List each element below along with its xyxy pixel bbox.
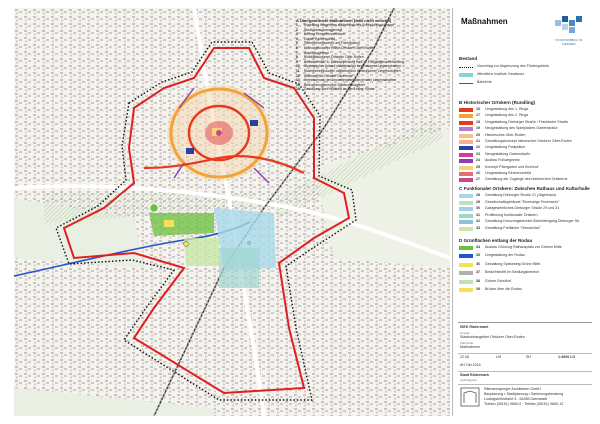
- owner-name: Stadt Rödermark: [460, 373, 489, 377]
- legend-label: Gestaltung Freifläche "Glessbrück": [485, 226, 541, 230]
- legend-label: Gestaltungskonzept historischer Ortskern Ober-Roden: [485, 139, 572, 143]
- legend-label: Brücke über die Rodau: [485, 287, 522, 291]
- legend-item[interactable]: [459, 287, 591, 293]
- drawn-value: UH: [496, 355, 502, 359]
- overview-item-number: 7: [296, 50, 298, 55]
- overview-item-number: 3: [296, 32, 298, 37]
- overview-item-label: Mobilitätskonzept Ortskern Ober-Roden: [304, 55, 364, 60]
- legend-item[interactable]: [459, 219, 591, 225]
- overview-item-label: Beleuchtungskonzept Stadtumbaugebiet: [304, 82, 365, 87]
- client-name: ISEK Rödermark: [460, 325, 489, 329]
- overview-item-number: 8: [296, 55, 298, 60]
- legend-number: 28: [476, 193, 480, 197]
- legend-label: Ausbau Grünzug Rathausplatz zur Grünen Mitte: [485, 245, 562, 249]
- legend-swatch: [459, 178, 473, 182]
- legend-swatch: [459, 201, 473, 205]
- stadtumbau-logo: [549, 12, 589, 46]
- legend-label: Gestaltung Kreuzungsbereich Bahnübergang Dieburger Str.: [485, 219, 581, 224]
- legend-number: 18: [476, 119, 480, 124]
- section-b-heading: B Historischer Ortskern (Rundling): [459, 100, 536, 105]
- overview-item-number: 14: [296, 82, 300, 87]
- legend-item[interactable]: [459, 133, 591, 139]
- legend-label: Gastgewerbliches Dieburger Straße 29 und 31: [485, 206, 560, 211]
- tb-divider-3: [458, 384, 592, 385]
- legend-swatch: [459, 172, 473, 176]
- version-value: AH Okt 2018: [460, 363, 481, 367]
- legend-swatch: [459, 134, 473, 138]
- overview-item-number: 10: [296, 64, 300, 69]
- legend-swatch: [459, 73, 473, 77]
- legend-swatch: [459, 67, 473, 68]
- overview-item-label: Machbarkeitsstudien städtebaulich bedeutsamer Liegenschaften: [304, 68, 401, 73]
- plan-label: Planinhalt: [460, 341, 474, 345]
- legend-swatch: [459, 220, 473, 224]
- legend-label: Gesellschaftsgebäude "Ehemalige Feuerwehr": [485, 199, 560, 204]
- overview-item-number: 11: [296, 68, 300, 73]
- legend-label: Umgestaltung des 2. Rings: [485, 113, 529, 118]
- legend-swatch: [459, 140, 473, 144]
- legend-item[interactable]: [459, 279, 591, 285]
- legend-item[interactable]: [459, 120, 591, 126]
- legend-swatch: [459, 159, 473, 163]
- legend-item[interactable]: [459, 152, 591, 158]
- legend-item[interactable]: [459, 193, 591, 199]
- marker-27[interactable]: [216, 130, 222, 136]
- legend-number: 21: [476, 139, 480, 143]
- overview-item-number: 6: [296, 45, 298, 50]
- legend-number: 35: [476, 253, 480, 258]
- legend-number: 29: [476, 199, 480, 204]
- marker-32[interactable]: [246, 240, 252, 246]
- owner-label: Auftraggeber: [460, 378, 478, 382]
- legend-item[interactable]: [459, 113, 591, 119]
- legend-number: 24: [476, 158, 480, 163]
- legend-label: Grüner Schulhof: [485, 278, 512, 283]
- legend-label: Historisches Ober-Roden: [485, 132, 526, 137]
- legend-label: Umgestaltung Dieburger Straße / Frankfurter Straße: [485, 119, 569, 124]
- section-c-heading: C Funktionaler Ortskern: Zwischen Rathaus und Kulturhalle: [459, 186, 590, 191]
- overview-item-number: 13: [296, 78, 300, 83]
- legend-label: Umgestaltung des 1. Rings: [485, 107, 529, 111]
- parking-22b[interactable]: [250, 120, 258, 126]
- legend-swatch: [459, 108, 473, 112]
- legend-item[interactable]: [459, 245, 591, 251]
- legend-item[interactable]: [459, 200, 591, 206]
- overview-item-label: Erstellung integriertes städtebauliches Entwicklungskonzept: [304, 23, 394, 27]
- office-line-3: Ludwigshöhstraße 5 - 64285 Darmstadt: [484, 397, 548, 401]
- legend-label: Umgestaltung der Rodau: [485, 253, 525, 258]
- logo-text: STADTUMBAU IN HESSEN: [555, 38, 583, 46]
- legend-label: Vorschlag zur Abgrenzung des Fördergebiets: [477, 64, 549, 68]
- legend-number: 22: [476, 145, 480, 150]
- overview-item-label: Stadtumbaumanagement: [304, 27, 343, 32]
- legend-label: Neugestaltung des Spielplatzes Gartenstraße: [485, 126, 558, 131]
- overview-item-number: 9: [296, 59, 298, 64]
- legend-swatch: [459, 166, 473, 170]
- legend-swatch: [459, 280, 473, 284]
- legend-number: 31: [476, 212, 480, 217]
- overview-item-label: Bedarfsermittl. u. Standortprüfung Rad- u. Fußgängerunterführung: [304, 59, 404, 64]
- legend-swatch: [459, 121, 473, 125]
- legend-label: Neugestaltung Gartenstraße: [485, 151, 531, 156]
- date-value: 22.08: [460, 355, 469, 359]
- overview-item-label: Anreizprogramm: [304, 50, 330, 55]
- office-name: Rittmannsperger Architekten GmbH: [484, 387, 541, 391]
- overview-item-number: 5: [296, 41, 298, 46]
- legend-number: 23: [476, 151, 480, 156]
- legend-swatch: [459, 114, 473, 118]
- project-name: Stadtumbaugebiet Ortskern Ober-Roden: [460, 335, 525, 339]
- scale-value: 1:3000 LG: [558, 355, 576, 359]
- overview-heading: A Übergeordnete Maßnahmen (falls nicht verortet): [296, 18, 392, 23]
- cube-logo-icon: [549, 12, 589, 38]
- legend-label: Umgestaltung Kirchenumfeld: [485, 171, 532, 175]
- legend-label: Bahnlinie: [477, 80, 492, 84]
- overview-item-number: 15: [296, 87, 300, 92]
- green-center-area[interactable]: [149, 213, 214, 236]
- legend-item[interactable]: [459, 64, 591, 70]
- overview-item-number: 2: [296, 27, 298, 32]
- legend-label: Konzept Pfarrgarten und Kirchhof: [485, 164, 539, 169]
- legend-number: 33: [476, 226, 480, 230]
- site-map[interactable]: [14, 8, 450, 416]
- parking-22a[interactable]: [186, 148, 194, 154]
- legend-swatch: [459, 271, 473, 275]
- marker-39-bridge[interactable]: [184, 242, 189, 247]
- overview-item-label: Lokale Partnerschaft: [304, 36, 336, 41]
- legend-label: Profilierung funktionaler Ortskern: [485, 212, 538, 217]
- legend-item[interactable]: [459, 171, 591, 177]
- legend-swatch: [459, 288, 473, 292]
- legend-item[interactable]: [459, 262, 591, 268]
- overview-measures-list: [296, 18, 450, 92]
- legend-label: Bedürfnisstift im Siedlungsbereich: [485, 270, 540, 275]
- legend-label: Ausbau Fußwegenetz: [485, 158, 520, 163]
- office-line-4: Telefon (06151) 9660-0 · Telefax (06151) 9660-12: [484, 402, 564, 406]
- bestand-heading: Bestand: [459, 56, 478, 61]
- overview-item-number: 12: [296, 73, 300, 78]
- overview-item-label: Öffentlichkeitsarbeit und Partizipation: [304, 41, 360, 46]
- legend-number: 30: [476, 206, 480, 211]
- legend-swatch: [459, 127, 473, 131]
- legend-label: Gestaltung Dieburger Straße 21 (Jägerhaus): [485, 193, 557, 197]
- legend-swatch: [459, 227, 473, 231]
- office-logo-icon: [460, 387, 480, 407]
- legend-swatch: [459, 214, 473, 218]
- office-line-2: Bauplanung • Stadtplanung • Sanierungsberatung: [484, 392, 564, 396]
- legend-swatch: [459, 263, 473, 267]
- legend-number: 17: [476, 113, 480, 118]
- legend-item[interactable]: [459, 139, 591, 145]
- legend-number: 39: [476, 287, 480, 291]
- section-d-heading: D Grünflächen entlang der Rodau: [459, 238, 533, 243]
- tb-divider-2: [458, 371, 592, 372]
- legend-item[interactable]: [459, 253, 591, 259]
- legend-item[interactable]: [459, 270, 591, 276]
- measure-33-area[interactable]: [184, 238, 219, 266]
- legend-item[interactable]: [459, 145, 591, 151]
- title-block: [458, 322, 592, 415]
- legend-title: Maßnahmen: [461, 17, 508, 26]
- legend-label: Gestaltung der Zugänge des historischen Ortskerns: [485, 177, 568, 182]
- playground-36[interactable]: [164, 220, 174, 227]
- legend-item[interactable]: [459, 158, 591, 164]
- legend-swatch: [459, 207, 473, 211]
- tb-divider-1: [458, 353, 592, 354]
- overview-item-label: Stärkung der Lokalen Ökonomie: [304, 73, 353, 78]
- legend-number: 16: [476, 107, 480, 111]
- overview-item-label: Strategischer Ankauf städtebaulich bedeutsamer Liegenschaften: [304, 64, 401, 69]
- marker-34[interactable]: [150, 204, 158, 212]
- legend-item[interactable]: [459, 107, 591, 113]
- overview-item-label: Gestaltung der Freifläche an der Evang. Kirche: [304, 87, 375, 92]
- legend-swatch: [459, 254, 473, 258]
- overview-item-label: Beitrag Kompetenzzentrum: [304, 32, 346, 37]
- overview-item-number: 4: [296, 36, 298, 41]
- legend-item[interactable]: [459, 226, 591, 232]
- plan-content: Maßnahmen: [460, 345, 481, 349]
- legend-label: öffentliche Institute Gewässer: [477, 72, 525, 76]
- measure-31-area[interactable]: [219, 248, 259, 288]
- legend-number: 25: [476, 164, 480, 169]
- legend-label: Gestaltung Spielzweig Grüne Mitte: [485, 261, 541, 266]
- legend-swatch: [459, 246, 473, 250]
- legend-number: 36: [476, 261, 480, 266]
- legend-item[interactable]: [459, 206, 591, 212]
- legend-swatch: [459, 146, 473, 150]
- legend-item[interactable]: [459, 80, 591, 86]
- legend-number: 27: [476, 177, 480, 182]
- legend-swatch: [459, 153, 473, 157]
- legend-item[interactable]: [459, 177, 591, 183]
- legend-number: 38: [476, 278, 480, 283]
- project-label: Projekt: [460, 331, 470, 335]
- legend-label: Umgestaltung Parkplätze: [485, 145, 526, 150]
- overview-item-label: Verbesserung der Umweltergebnisse privater Liegenschaften: [304, 78, 396, 83]
- legend-swatch: [459, 83, 473, 84]
- legend-number: 26: [476, 171, 480, 175]
- legend-swatch: [459, 194, 473, 198]
- legend-item[interactable]: [459, 165, 591, 171]
- legend-number: 32: [476, 219, 480, 224]
- checked-value: SH: [526, 355, 531, 359]
- legend-number: 37: [476, 270, 480, 275]
- legend-number: 20: [476, 132, 480, 137]
- legend-number: 34: [476, 245, 480, 249]
- overview-item-label: Nutzungskonzept Plätze Ortskern Ober-Roden: [304, 45, 375, 50]
- legend-number: 19: [476, 126, 480, 131]
- legend-item[interactable]: [459, 72, 591, 78]
- overview-item: [296, 87, 450, 92]
- overview-item-number: 1: [296, 23, 298, 27]
- legend-item[interactable]: [459, 213, 591, 219]
- legend-item[interactable]: [459, 126, 591, 132]
